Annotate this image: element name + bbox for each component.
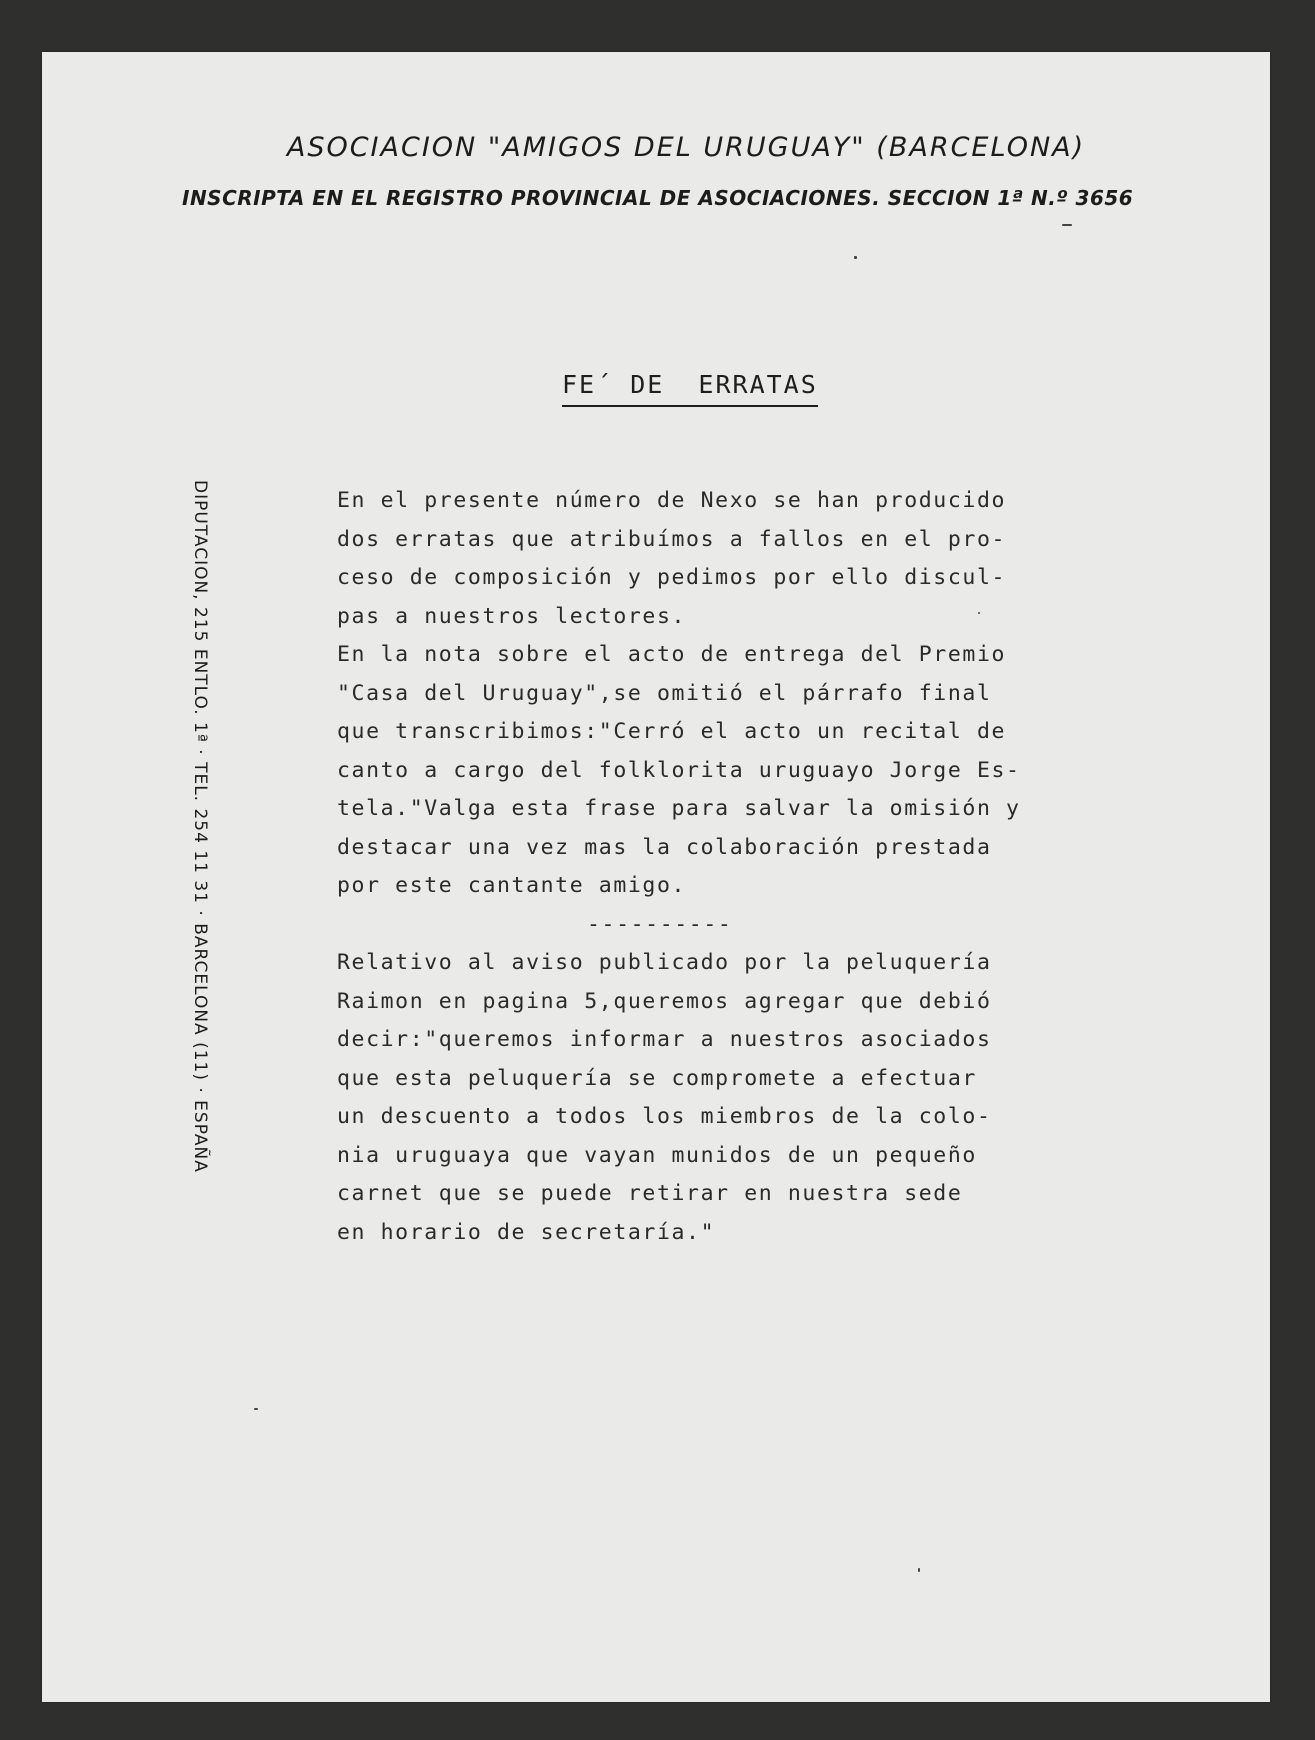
paper-speck	[1062, 224, 1072, 226]
letterhead-title: ASOCIACION "AMIGOS DEL URUGUAY" (BARCELONA)	[286, 132, 1086, 163]
text-line: Relativo al aviso publicado por la peluquería	[337, 950, 992, 975]
document-heading: FE´ DE ERRATAS	[562, 370, 818, 407]
text-line: nia uruguaya que vayan munidos de un pequeño	[337, 1142, 977, 1168]
text-line: canto a cargo del folklorita uruguayo Jorge Es-	[337, 757, 1021, 783]
paragraph-errata-intro	[337, 482, 1117, 636]
paragraph-premio-note	[337, 636, 1117, 906]
text-line: tela."Valga esta frase para salvar la omisión y	[337, 796, 1021, 821]
text-line: Raimon en pagina 5,queremos agregar que debió	[337, 988, 992, 1014]
paper-speck	[918, 1568, 920, 1572]
paper-speck	[854, 256, 857, 259]
document-page	[42, 52, 1270, 1702]
text-line: que transcribimos:"Cerró el acto un recital de	[337, 719, 1007, 744]
text-line: "Casa del Uruguay",se omitió el párrafo final	[337, 680, 992, 706]
paper-speck	[978, 612, 980, 614]
text-line: destacar una vez mas la colaboración prestada	[337, 834, 992, 860]
text-line: un descuento a todos los miembros de la colo-	[337, 1104, 992, 1129]
text-line: que esta peluquería se compromete a efectuar	[337, 1065, 977, 1091]
text-line: En el presente número de Nexo se han producido	[337, 488, 1007, 513]
text-line: En la nota sobre el acto de entrega del Premio	[337, 642, 1007, 667]
text-line: carnet que se puede retirar en nuestra sede	[337, 1181, 963, 1206]
text-line: ceso de composición y pedimos por ello discul-	[337, 565, 1007, 590]
text-line: en horario de secretaría."	[337, 1219, 716, 1245]
text-line: decir:"queremos informar a nuestros asociados	[337, 1027, 992, 1052]
text-line: por este cantante amigo.	[337, 873, 687, 898]
letterhead-registration: INSCRIPTA EN EL REGISTRO PROVINCIAL DE ASOCIACIONES. SECCION 1ª N.º 3656	[182, 186, 1134, 210]
document-body	[337, 482, 1117, 1252]
paper-speck	[254, 1408, 258, 1410]
text-line: dos erratas que atribuímos a fallos en el pro-	[337, 526, 1007, 552]
text-line: pas a nuestros lectores.	[337, 603, 687, 629]
letterhead-address: DIPUTACION, 215 ENTLO. 1ª · TEL. 254 11 31 · BARCELONA (11) · ESPAÑA	[190, 480, 210, 1173]
paragraph-peluqueria-note	[337, 944, 1117, 1252]
section-separator: ----------	[587, 911, 733, 937]
